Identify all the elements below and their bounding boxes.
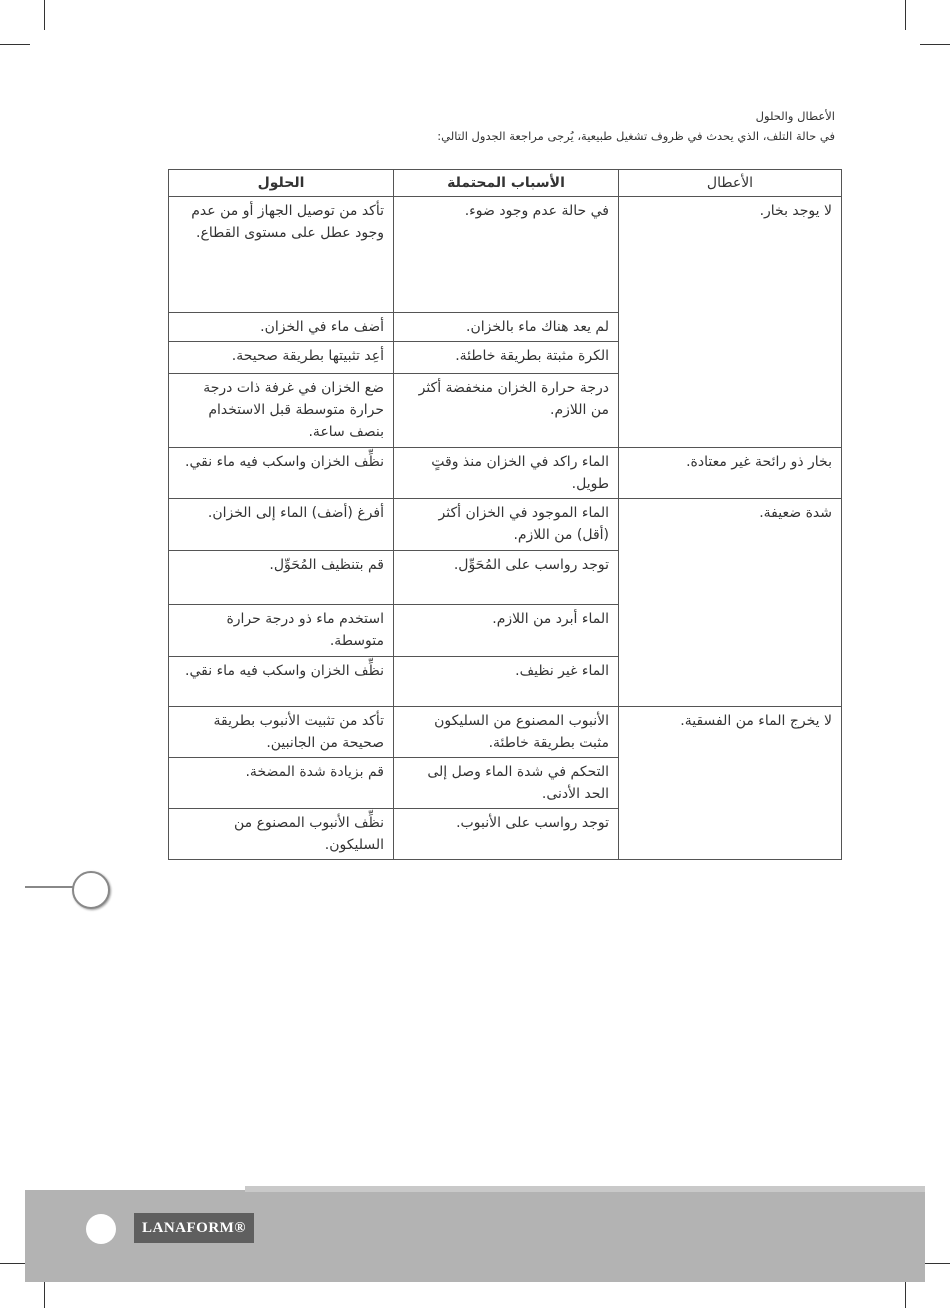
cause-cell: الكرة مثبتة بطريقة خاطئة. [394, 342, 619, 374]
solution-cell: نظِّف الخزان واسكب فيه ماء نقي. [169, 657, 394, 707]
footer-page-circle [86, 1214, 116, 1244]
cause-cell: في حالة عدم وجود ضوء. [394, 197, 619, 313]
solution-cell: أضف ماء في الخزان. [169, 313, 394, 342]
cause-cell: التحكم في شدة الماء وصل إلى الحد الأدنى. [394, 758, 619, 809]
solution-cell: نظِّف الخزان واسكب فيه ماء نقي. [169, 448, 394, 499]
cause-cell: درجة حرارة الخزان منخفضة أكثر من اللازم. [394, 374, 619, 448]
table-row [169, 448, 842, 499]
table-header-row [169, 170, 842, 197]
fault-cell: شدة ضعيفة. [619, 499, 842, 707]
section-title: الأعطال والحلول [755, 109, 835, 123]
table-row [169, 499, 842, 551]
column-header-faults: الأعطال [619, 170, 842, 197]
solution-cell: ضع الخزان في غرفة ذات درجة حرارة متوسطة قبل الاستخدام بنصف ساعة. [169, 374, 394, 448]
fault-cell: لا يخرج الماء من الفسقية. [619, 707, 842, 860]
page-marker-line [25, 886, 73, 888]
cause-cell: الماء غير نظيف. [394, 657, 619, 707]
crop-mark [905, 0, 906, 30]
table-row [169, 707, 842, 758]
cause-cell: الماء الموجود في الخزان أكثر (أقل) من اللازم. [394, 499, 619, 551]
brand-logo: LANAFORM® [134, 1213, 254, 1243]
crop-mark [44, 1278, 45, 1308]
crop-mark [905, 1278, 906, 1308]
section-intro: في حالة التلف، الذي يحدث في ظروف تشغيل طبيعية، يُرجى مراجعة الجدول التالي: [437, 129, 835, 143]
column-header-solutions: الحلول [169, 170, 394, 197]
footer-band-highlight [245, 1186, 925, 1192]
solution-cell: تأكد من توصيل الجهاز أو من عدم وجود عطل على مستوى القطاع. [169, 197, 394, 313]
crop-mark [0, 44, 30, 45]
solution-cell: استخدم ماء ذو درجة حرارة متوسطة. [169, 605, 394, 657]
solution-cell: تأكد من تثبيت الأنبوب بطريقة صحيحة من الجانبين. [169, 707, 394, 758]
fault-cell: لا يوجد بخار. [619, 197, 842, 448]
troubleshooting-table [168, 169, 842, 860]
cause-cell: توجد رواسب على الأنبوب. [394, 809, 619, 860]
cause-cell: الماء أبرد من اللازم. [394, 605, 619, 657]
solution-cell: قم بتنظيف المُحَوِّل. [169, 551, 394, 605]
solution-cell: نظِّف الأنبوب المصنوع من السليكون. [169, 809, 394, 860]
column-header-causes: الأسباب المحتملة [394, 170, 619, 197]
fault-cell: بخار ذو رائحة غير معتادة. [619, 448, 842, 499]
solution-cell: أعِد تثبيتها بطريقة صحيحة. [169, 342, 394, 374]
cause-cell: توجد رواسب على المُحَوِّل. [394, 551, 619, 605]
solution-cell: قم بزيادة شدة المضخة. [169, 758, 394, 809]
page-marker-circle [72, 871, 110, 909]
cause-cell: الماء راكد في الخزان منذ وقتٍ طويل. [394, 448, 619, 499]
crop-mark [920, 44, 950, 45]
crop-mark [44, 0, 45, 30]
cause-cell: لم يعد هناك ماء بالخزان. [394, 313, 619, 342]
solution-cell: أفرغ (أضف) الماء إلى الخزان. [169, 499, 394, 551]
table-row [169, 197, 842, 313]
section-header [437, 106, 835, 146]
cause-cell: الأنبوب المصنوع من السليكون مثبت بطريقة خاطئة. [394, 707, 619, 758]
